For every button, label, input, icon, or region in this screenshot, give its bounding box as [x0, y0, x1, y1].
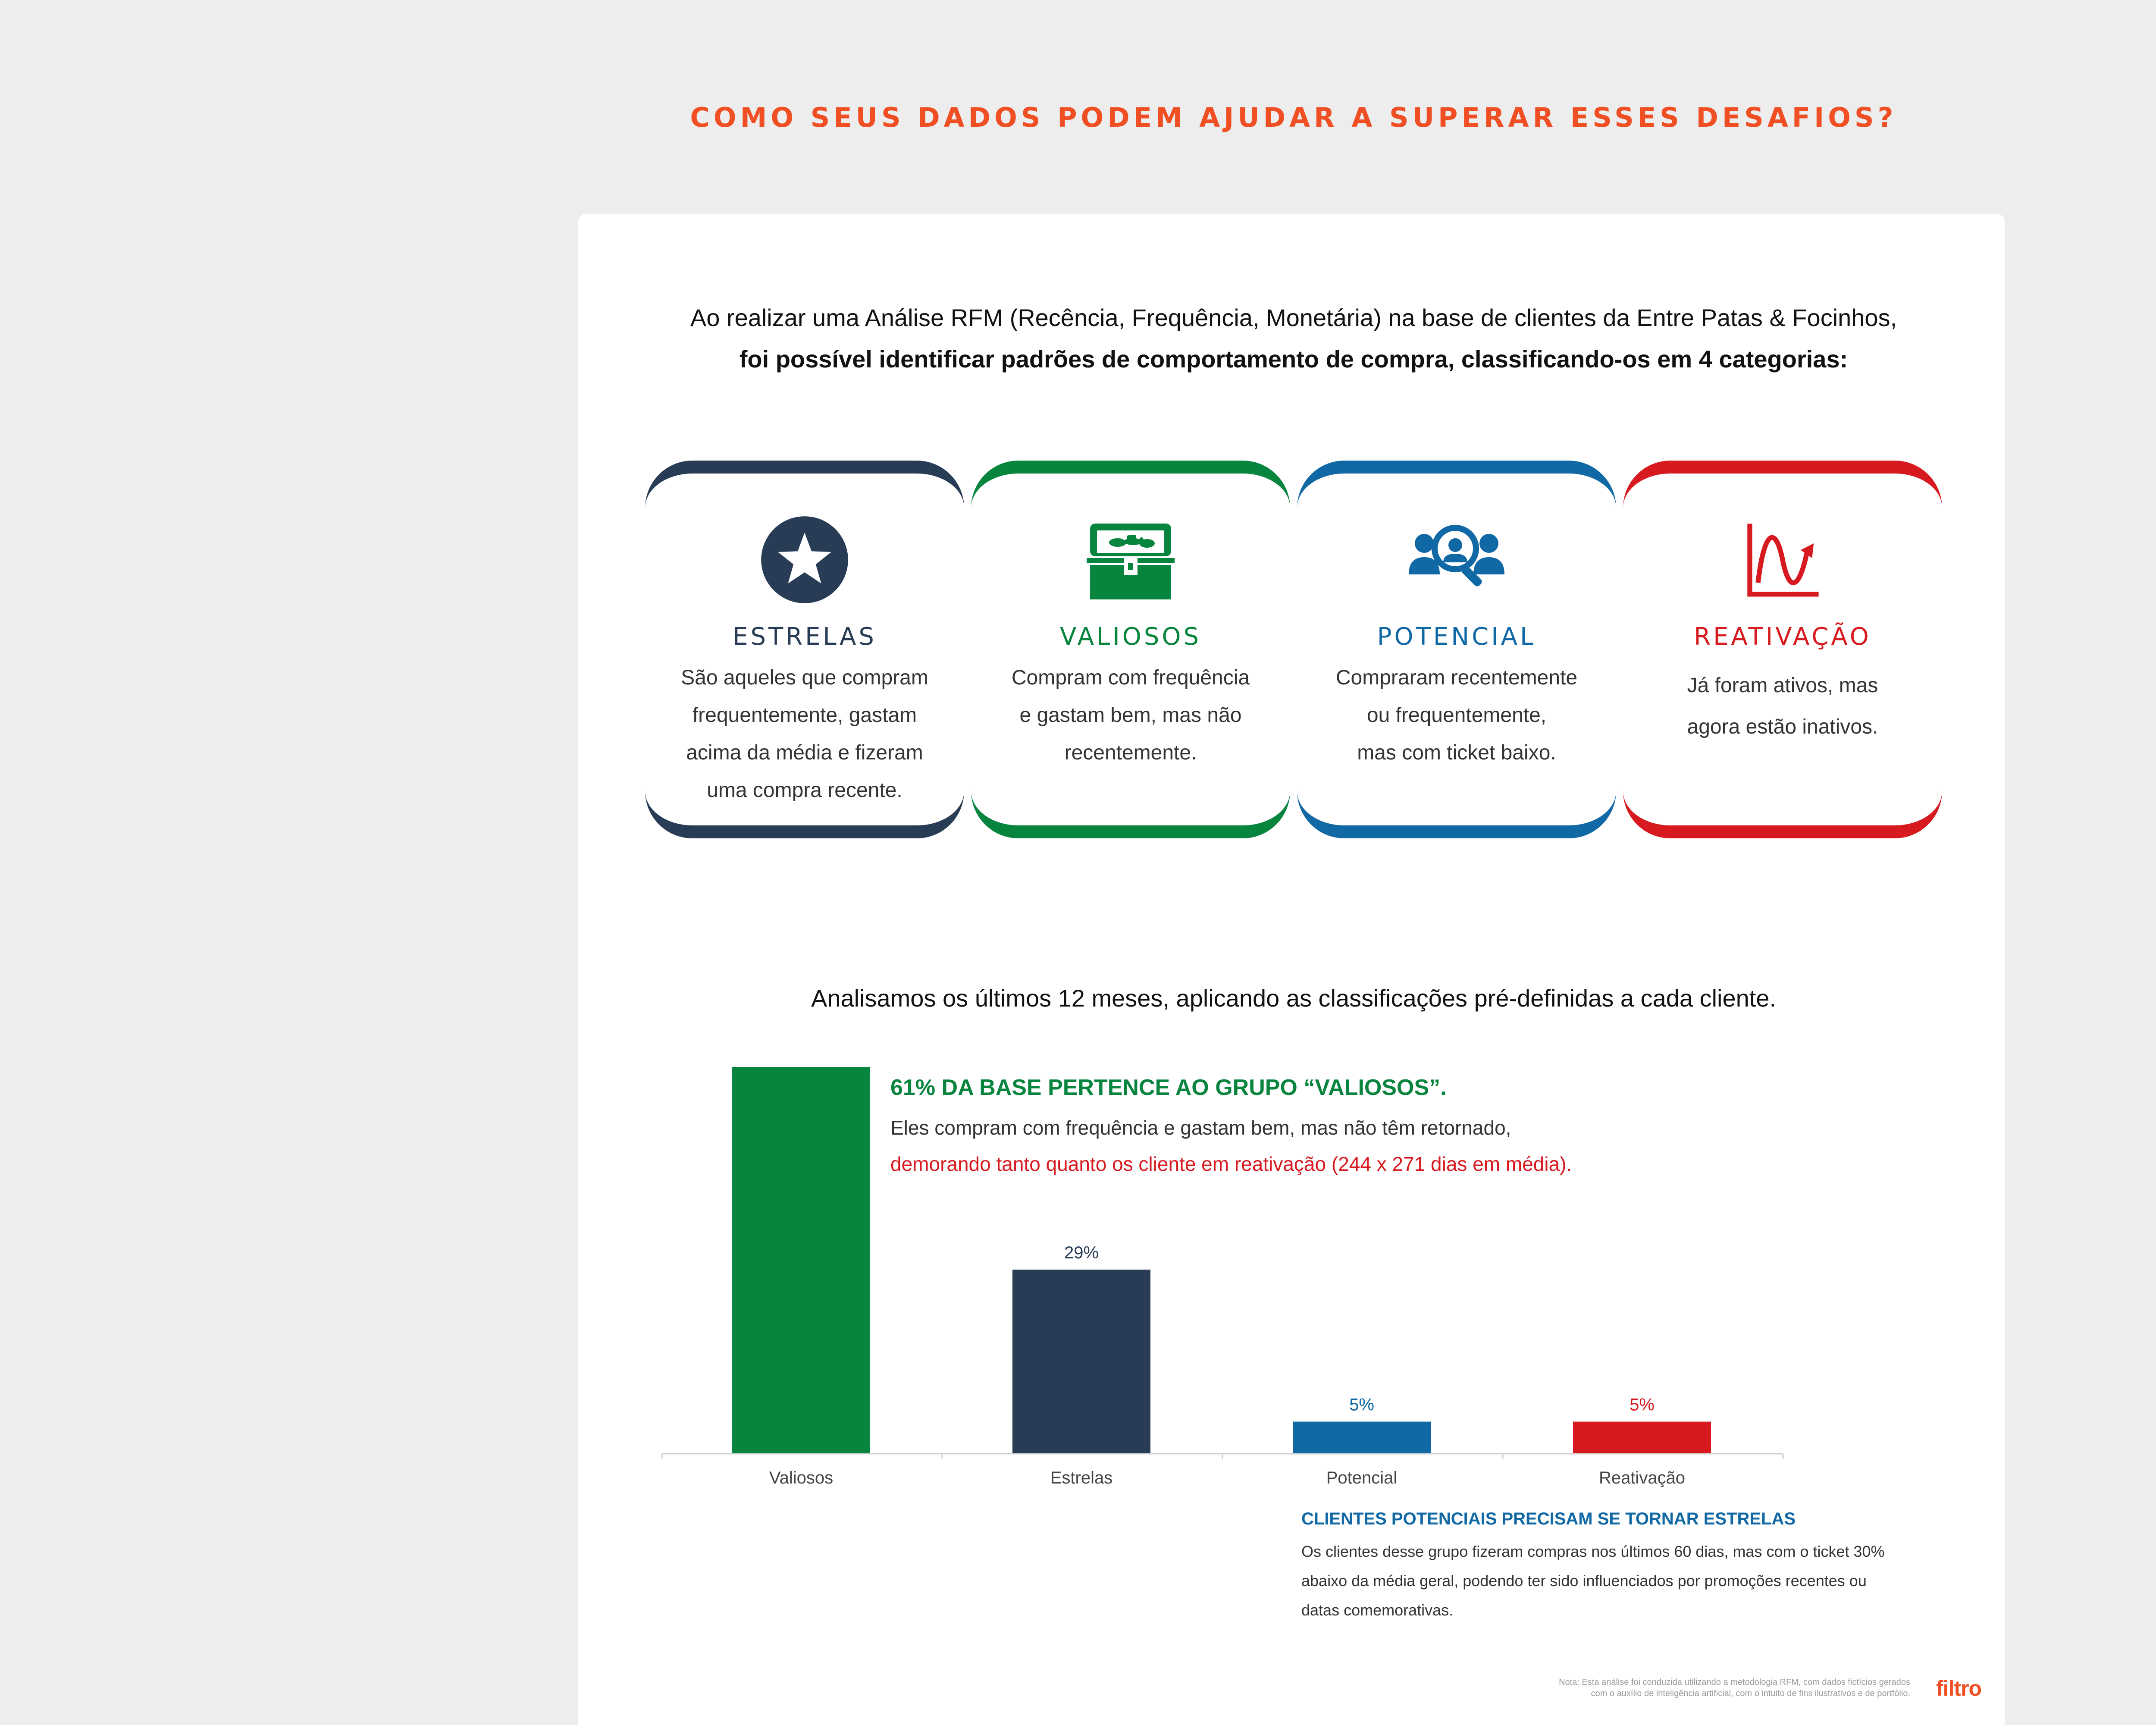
card-desc-potencial: Compraram recentemente ou frequentemente, mas com ticket baixo.: [1335, 666, 1578, 764]
data-label-potencial: 5%: [1349, 1395, 1374, 1414]
intro-line-2: foi possível identificar padrões de comportamento de compra, classificando-os em 4 categorias:: [739, 345, 1848, 373]
analysis-subhead: Analisamos os últimos 12 meses, aplicando as classificações pré-definidas a cada cliente.: [811, 985, 1777, 1012]
x-tick-label-valiosos: Valiosos: [769, 1468, 834, 1487]
intro-line-1: Ao realizar uma Análise RFM (Recência, Frequência, Monetária) na base de clientes da Entre Patas & Focinhos,: [690, 304, 1897, 331]
callout-title: 61% DA BASE PERTENCE AO GRUPO “VALIOSOS”.: [890, 1075, 1447, 1100]
card-desc-valiosos: Compram com frequência e gastam bem, mas não recentemente.: [1011, 666, 1250, 764]
x-tick-label-potencial: Potencial: [1326, 1468, 1398, 1487]
card-desc-estrelas: São aqueles que compram frequentemente, gastam acima da média e fizeram uma compra recente.: [681, 666, 928, 802]
callout-highlight: demorando tanto quanto os cliente em reativação (244 x 271 dias em média).: [890, 1153, 1572, 1175]
data-label-estrelas: 29%: [1064, 1243, 1099, 1263]
x-tick-label-estrelas: Estrelas: [1050, 1468, 1113, 1487]
card-title-potencial: POTENCIAL: [1377, 623, 1536, 651]
brand-logo: filtro: [1936, 1676, 1982, 1700]
page-title: COMO SEUS DADOS PODEM AJUDAR A SUPERAR ESSES DESAFIOS?: [690, 102, 1897, 133]
card-title-valiosos: VALIOSOS: [1060, 623, 1201, 651]
callout-text: Eles compram com frequência e gastam bem, mas não têm retornado,: [890, 1117, 1511, 1139]
potential-note-title: CLIENTES POTENCIAIS PRECISAM SE TORNAR ESTRELAS: [1301, 1509, 1796, 1528]
bar-reativação: [1573, 1422, 1711, 1453]
x-tick-label-reativação: Reativação: [1598, 1468, 1686, 1487]
bar-potencial: [1293, 1422, 1431, 1453]
data-label-reativação: 5%: [1630, 1395, 1655, 1414]
card-desc-reativacao: Já foram ativos, mas agora estão inativos.: [1687, 674, 1878, 738]
card-title-estrelas: ESTRELAS: [733, 623, 877, 651]
card-title-reativacao: REATIVAÇÃO: [1694, 623, 1871, 651]
footnote: Nota: Esta análise foi conduzida utilizando a metodologia RFM, com dados fictícios gerados com o auxílio de inteligência artificial, com o intuito de fins ilustrativos e de portfólio.: [1559, 1678, 1910, 1698]
bar-valiosos: [732, 1067, 870, 1453]
potential-note-body: Os clientes desse grupo fizeram compras nos últimos 60 dias, mas com o ticket 30% abaixo da média geral, podendo ter sido influenciados por promoções recentes ou datas comemorativas.: [1301, 1543, 1885, 1619]
bar-estrelas: [1012, 1270, 1150, 1453]
